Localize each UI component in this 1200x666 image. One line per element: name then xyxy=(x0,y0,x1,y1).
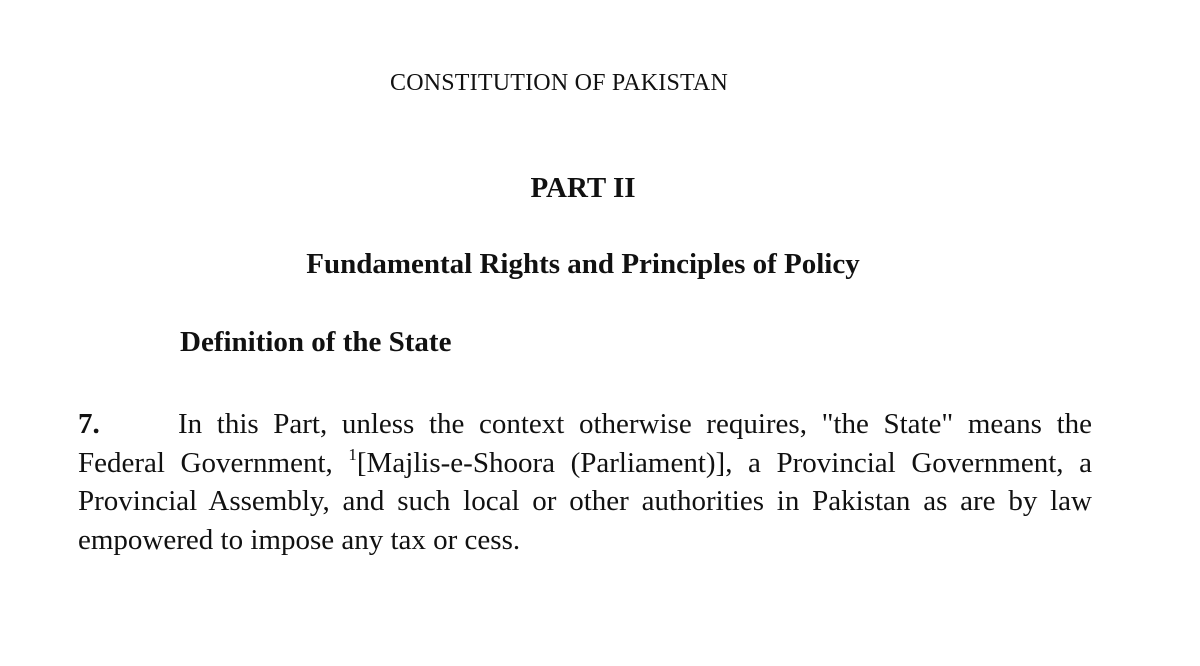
section-heading: Definition of the State xyxy=(180,326,452,358)
part-title: PART II xyxy=(530,172,636,204)
article-number: 7. xyxy=(78,408,100,440)
running-head: CONSTITUTION OF PAKISTAN xyxy=(389,70,728,96)
article-text-start: In this Part, unless the context otherwise requires, "the State" means the Federal Government, xyxy=(78,408,1092,479)
footnote-marker[interactable]: 1 xyxy=(348,444,357,464)
article-text-end: [Majlis-e-Shoora (Parliament)], a Provincial Government, a Provincial Assembly, and such local or other authorities in Pakistan as are by law empowered to impose any tax or cess. xyxy=(78,446,1092,556)
part-subtitle: Fundamental Rights and Principles of Policy xyxy=(306,248,860,280)
article-paragraph xyxy=(78,405,1092,559)
article-7 xyxy=(78,405,1092,559)
